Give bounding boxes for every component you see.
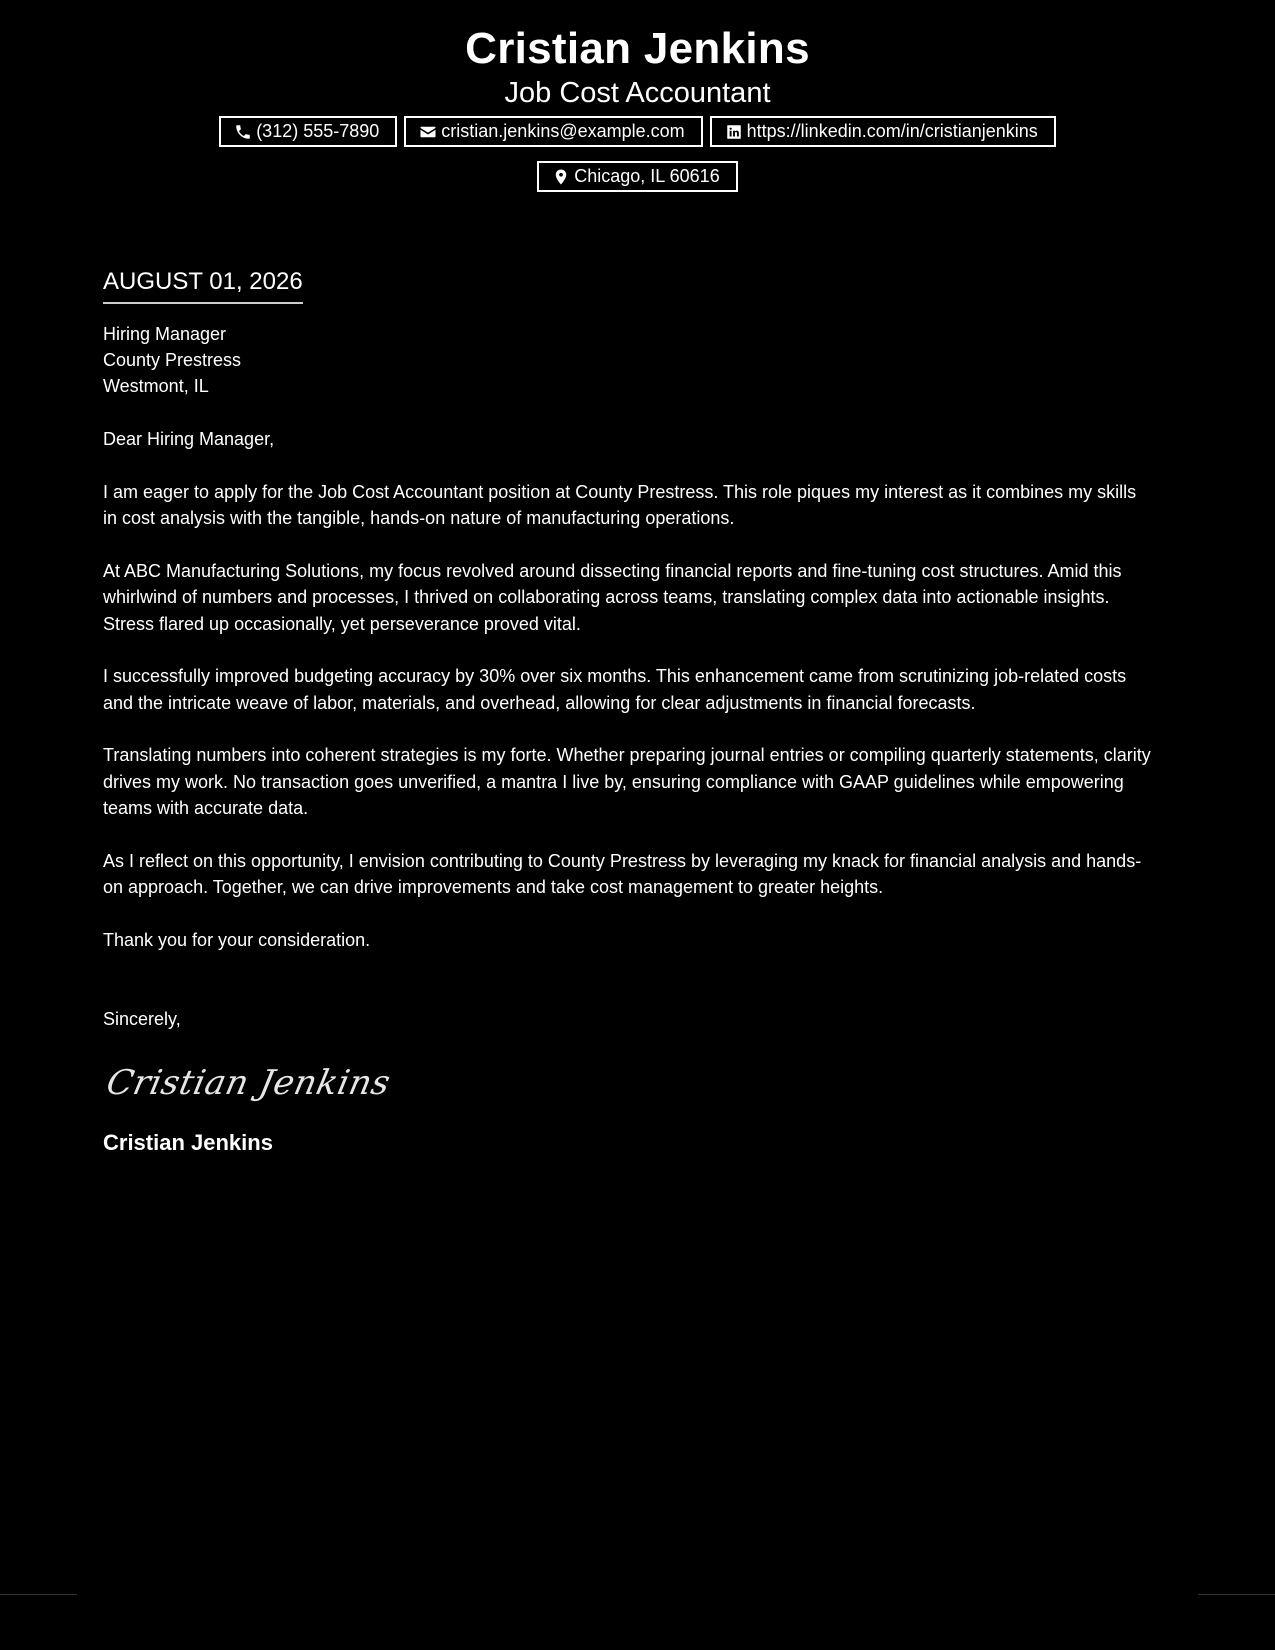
body-paragraph: Translating numbers into coherent strategies is my forte. Whether preparing journal entries or compiling quarterly statements, clarity drives my work. No transaction goes unverified, a mantra I live by, ensuring compliance with GAAP guidelines while empowering teams with accurate data.: [103, 745, 1151, 818]
contact-linkedin[interactable]: [710, 116, 1056, 147]
footer-divider: [0, 1594, 77, 1595]
map-marker-icon: [551, 167, 571, 187]
contact-linkedin-text: https://linkedin.com/in/cristianjenkins: [746, 121, 1038, 141]
contact-location-text: Chicago, IL 60616: [574, 166, 720, 186]
body-paragraph: At ABC Manufacturing Solutions, my focus revolved around dissecting financial reports and fine-tuning cost structures. Amid this whirlwind of numbers and processes, I thrived on collaborating across teams, translating complex data into actionable insights. Stress flared up occasionally, yet perseverance proved vital.: [103, 560, 1122, 634]
footer-divider: [1198, 1594, 1275, 1595]
contact-phone[interactable]: [219, 116, 397, 147]
recipient-company: County Prestress: [103, 350, 242, 370]
contact-list: [0, 116, 1275, 192]
contact-email-text: cristian.jenkins@example.com: [441, 121, 685, 141]
contact-location[interactable]: [537, 161, 737, 192]
recipient-location: Westmont, IL: [103, 376, 209, 396]
applicant-name: Cristian Jenkins: [465, 24, 810, 73]
body-paragraph: I successfully improved budgeting accuracy by 30% over six months. This enhancement came from scrutinizing job-related costs and the intricate weave of labor, materials, and overhead, allowing for clear adjustments in financial forecasts.: [103, 666, 1127, 713]
signed-name: Cristian Jenkins: [103, 1129, 273, 1155]
recipient-block: [103, 321, 1153, 399]
salutation: Dear Hiring Manager,: [103, 429, 275, 449]
letter-header: [0, 22, 1275, 192]
envelope-icon: [418, 122, 438, 142]
job-title: Job Cost Accountant: [504, 77, 771, 109]
recipient-name: Hiring Manager: [103, 324, 227, 344]
phone-icon: [233, 122, 253, 142]
linkedin-icon: [724, 122, 744, 142]
body-paragraph: I am eager to apply for the Job Cost Accountant position at County Prestress. This role piques my interest as it combines my skills in cost analysis with the tangible, hands-on nature of manufacturing operations.: [103, 481, 1137, 528]
body-paragraph: As I reflect on this opportunity, I envision contributing to County Prestress by leveraging my knack for financial analysis and hands-on approach. Together, we can drive improvements and take cost management to greater heights.: [103, 850, 1142, 897]
contact-phone-text: (312) 555-7890: [256, 121, 380, 141]
closing: Sincerely,: [103, 1009, 181, 1029]
contact-email[interactable]: [404, 116, 702, 147]
letter-body: [103, 266, 1153, 1157]
signature: Cristian Jenkins: [103, 1062, 395, 1103]
thank-you-line: Thank you for your consideration.: [103, 929, 371, 950]
letter-date: AUGUST 01, 2026: [103, 266, 303, 304]
